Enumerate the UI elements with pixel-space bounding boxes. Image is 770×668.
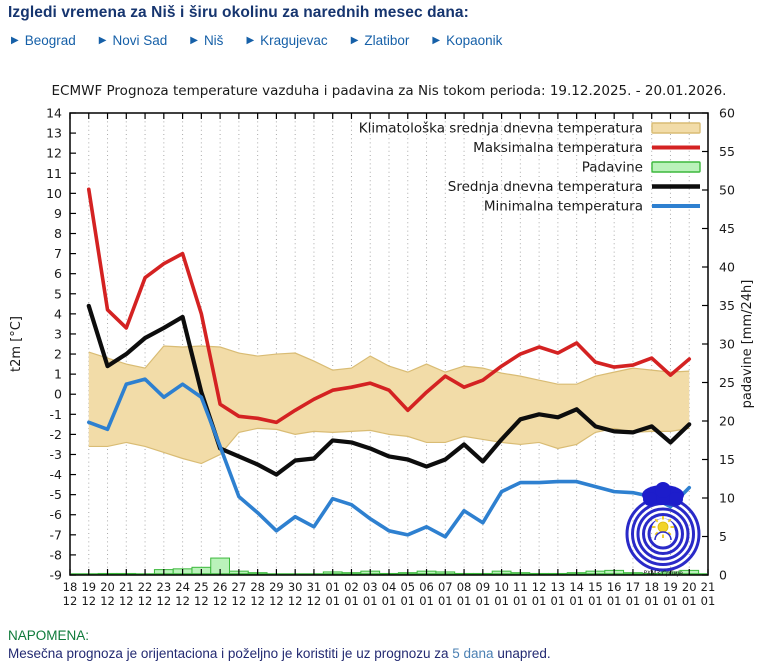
footer-note	[8, 627, 551, 663]
svg-text:-8: -8	[49, 547, 62, 563]
svg-text:05: 05	[400, 580, 416, 594]
svg-text:8: 8	[54, 226, 62, 242]
note-body	[8, 645, 551, 663]
svg-text:60: 60	[719, 105, 735, 121]
x-axis-labels	[63, 580, 716, 608]
nav-link-label: Beograd	[24, 33, 76, 48]
legend-label: Klimatološka srednja dnevna temperatura	[358, 120, 643, 137]
svg-text:01: 01	[419, 594, 434, 608]
legend-label: Minimalna temperatura	[483, 198, 643, 215]
svg-text:10: 10	[494, 580, 509, 594]
svg-text:01: 01	[437, 594, 453, 608]
svg-text:17: 17	[625, 580, 641, 594]
svg-text:01: 01	[569, 594, 584, 608]
svg-text:10: 10	[46, 185, 62, 201]
svg-text:09: 09	[475, 580, 491, 594]
svg-text:9: 9	[54, 205, 62, 221]
svg-text:12: 12	[194, 594, 209, 608]
legend-label: Maksimalna temperatura	[473, 140, 643, 156]
svg-text:01: 01	[644, 594, 660, 608]
svg-text:15: 15	[719, 452, 735, 467]
svg-text:5: 5	[54, 286, 62, 302]
svg-text:30: 30	[719, 336, 735, 352]
svg-text:12: 12	[81, 594, 97, 608]
svg-text:24: 24	[175, 580, 190, 594]
svg-text:01: 01	[606, 594, 622, 608]
nav-link-nis[interactable]	[190, 33, 223, 48]
arrow-right-icon: ▶	[11, 34, 19, 46]
chart-title: ECMWF Prognoza temperature vazduha i padavina za Nis tokom perioda: 19.12.2025. - 20.01.2026.	[51, 83, 727, 99]
svg-text:50: 50	[719, 182, 735, 198]
five-days-link[interactable]: 5 dana	[452, 646, 494, 662]
nav-link-kopaonik[interactable]	[432, 33, 502, 48]
svg-text:01: 01	[550, 594, 566, 608]
svg-text:12: 12	[156, 594, 172, 608]
svg-text:01: 01	[513, 594, 528, 608]
svg-text:3: 3	[54, 326, 62, 342]
svg-text:20: 20	[719, 413, 735, 429]
city-links	[11, 33, 502, 48]
sun-icon	[658, 522, 668, 532]
svg-text:18: 18	[62, 580, 78, 594]
svg-text:01: 01	[588, 594, 603, 608]
svg-text:02: 02	[344, 580, 359, 594]
nav-link-label: Niš	[203, 33, 224, 48]
svg-text:22: 22	[137, 580, 153, 594]
svg-text:4: 4	[54, 306, 62, 322]
svg-text:6: 6	[54, 266, 62, 282]
svg-text:12: 12	[137, 594, 153, 608]
svg-text:25: 25	[194, 580, 209, 594]
arrow-right-icon: ▶	[246, 34, 255, 46]
svg-text:14: 14	[569, 580, 584, 594]
svg-text:01: 01	[681, 594, 697, 608]
svg-text:28: 28	[250, 580, 265, 594]
svg-text:01: 01	[325, 580, 341, 594]
note-text-after: unapred.	[493, 646, 551, 662]
svg-text:-5: -5	[49, 487, 62, 503]
svg-text:23: 23	[156, 580, 172, 594]
nav-link-kragujevac[interactable]	[246, 33, 327, 48]
svg-text:01: 01	[325, 594, 341, 608]
svg-text:12: 12	[100, 594, 115, 608]
svg-text:01: 01	[700, 594, 716, 608]
nav-link-label: Kopaonik	[446, 33, 503, 48]
svg-text:0: 0	[54, 386, 62, 402]
svg-text:-6: -6	[49, 507, 62, 523]
forecast-chart	[0, 75, 770, 627]
svg-text:21: 21	[700, 580, 716, 594]
svg-text:40: 40	[719, 259, 735, 275]
svg-text:20: 20	[681, 580, 697, 594]
note-text-before: Mesečna prognoza je orijentaciona i poželjno je koristiti je uz prognozu za	[8, 646, 453, 662]
svg-text:7: 7	[54, 246, 62, 262]
arrow-right-icon: ▶	[432, 34, 441, 46]
svg-text:26: 26	[212, 580, 228, 594]
arrow-right-icon: ▶	[190, 34, 198, 46]
svg-text:-9: -9	[49, 567, 62, 583]
svg-text:-1: -1	[49, 406, 62, 422]
svg-text:-2: -2	[49, 426, 62, 442]
svg-text:21: 21	[118, 580, 134, 594]
svg-text:04: 04	[381, 580, 397, 594]
note-title: NAPOMENA:	[8, 628, 90, 643]
svg-text:01: 01	[494, 594, 509, 608]
svg-text:12: 12	[46, 145, 62, 161]
svg-text:12: 12	[62, 594, 78, 608]
svg-text:01: 01	[344, 594, 359, 608]
svg-text:45: 45	[719, 221, 735, 236]
svg-text:19: 19	[663, 580, 678, 594]
svg-text:12: 12	[269, 594, 284, 608]
svg-text:13: 13	[550, 580, 566, 594]
svg-text:27: 27	[231, 580, 247, 594]
svg-text:12: 12	[118, 594, 134, 608]
svg-text:20: 20	[100, 580, 115, 594]
svg-text:08: 08	[456, 580, 472, 594]
svg-text:29: 29	[269, 580, 284, 594]
svg-text:12: 12	[287, 594, 303, 608]
nav-link-label: Novi Sad	[112, 33, 168, 48]
svg-text:2: 2	[54, 346, 62, 362]
svg-text:18: 18	[644, 580, 660, 594]
nav-link-label: Zlatibor	[364, 33, 410, 48]
svg-text:12: 12	[212, 594, 228, 608]
svg-text:11: 11	[46, 165, 62, 181]
arrow-right-icon: ▶	[350, 34, 359, 46]
nav-link-zlatibor[interactable]	[351, 33, 410, 48]
nav-link-beograd[interactable]	[11, 33, 76, 48]
svg-text:35: 35	[719, 298, 735, 313]
svg-text:30: 30	[287, 580, 303, 594]
svg-text:12: 12	[306, 594, 322, 608]
svg-text:12: 12	[250, 594, 265, 608]
svg-text:-3: -3	[49, 446, 62, 462]
svg-text:25: 25	[719, 375, 735, 390]
svg-text:01: 01	[531, 594, 547, 608]
svg-text:15: 15	[588, 580, 603, 594]
svg-text:-4: -4	[49, 467, 62, 483]
legend-label: Srednja dnevna temperatura	[447, 179, 643, 195]
svg-text:10: 10	[719, 490, 735, 506]
svg-text:01: 01	[663, 594, 678, 608]
svg-text:01: 01	[362, 594, 378, 608]
svg-text:01: 01	[400, 594, 416, 608]
svg-text:12: 12	[531, 580, 547, 594]
svg-text:13: 13	[46, 125, 62, 141]
svg-text:12: 12	[175, 594, 190, 608]
svg-text:01: 01	[475, 594, 491, 608]
svg-text:07: 07	[437, 580, 453, 594]
nav-link-novi-sad[interactable]	[99, 33, 167, 48]
svg-text:-7: -7	[49, 527, 62, 543]
svg-text:31: 31	[306, 580, 322, 594]
svg-text:14: 14	[46, 105, 62, 121]
svg-text:1: 1	[54, 366, 62, 382]
y-axis-right-title: padavine [mm/24h]	[740, 279, 755, 409]
svg-text:5: 5	[719, 529, 727, 544]
svg-text:16: 16	[606, 580, 622, 594]
page-title: Izgledi vremena za Niš i širu okolinu za narednih mesec dana:	[8, 4, 469, 21]
legend-label: Padavine	[581, 159, 643, 176]
svg-text:03: 03	[362, 580, 378, 594]
svg-text:06: 06	[419, 580, 434, 594]
y-axis-left-title: t2m [°C]	[9, 316, 24, 372]
svg-text:12: 12	[231, 594, 247, 608]
nav-link-label: Kragujevac	[260, 33, 328, 48]
svg-text:19: 19	[81, 580, 97, 594]
svg-text:01: 01	[381, 594, 397, 608]
svg-text:0: 0	[719, 567, 727, 583]
svg-text:55: 55	[719, 144, 735, 159]
svg-text:01: 01	[456, 594, 472, 608]
svg-text:11: 11	[513, 580, 528, 594]
rhmz-logo-caption: РХМЗ Србије	[643, 570, 683, 577]
svg-text:01: 01	[625, 594, 641, 608]
arrow-right-icon: ▶	[98, 34, 107, 46]
